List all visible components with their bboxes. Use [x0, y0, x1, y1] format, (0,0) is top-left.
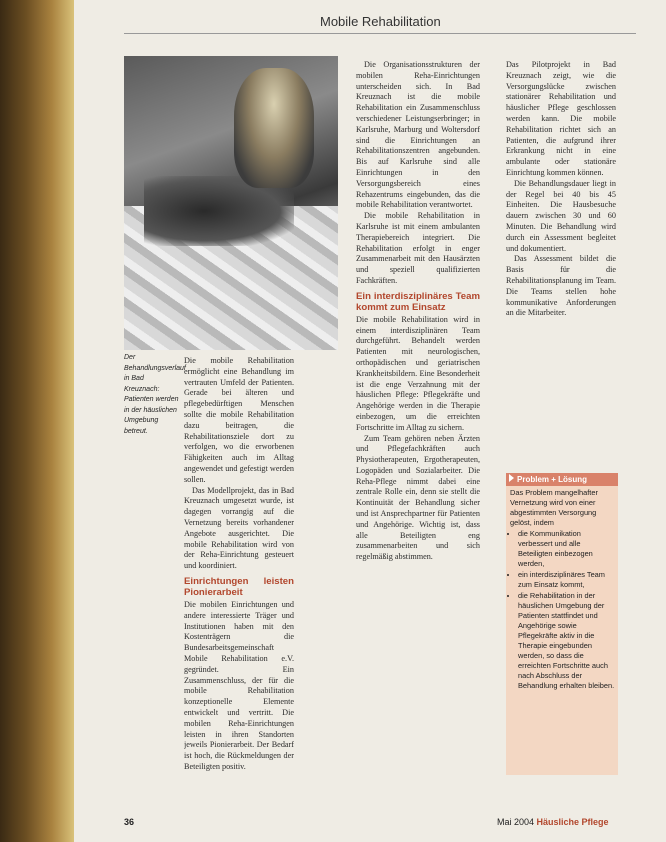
paragraph: Das Modellprojekt, das in Bad Kreuznach umgesetzt wurde, ist dagegen vorrangig auf die Vernetzung bereits vorhandener Angebote ausgerichtet. Die mobile Rehabilitation wird von der Reha-Einrichtung gesteuert und koordiniert.	[184, 485, 294, 571]
column-3	[506, 60, 616, 470]
paragraph: Die mobile Rehabilitation in Karlsruhe ist mit einem ambulanten Therapiebereich integriert. Die Rehabilitation erfolgt in enger Zusammenarbeit mit den Hausärzten und speziell qualifizierten Fachkräften.	[356, 211, 480, 285]
page-number: 36	[124, 817, 135, 827]
box-intro: Das Problem mangelhafter Vernetzung wird von einer abgestimmten Versorgung gelöst, indem	[510, 488, 598, 527]
photo-caption-text: Der Behandlungsverlauf in Bad Kreuznach: Patienten werden in der häuslichen Umgebung betreut.	[124, 354, 186, 435]
header-rule	[124, 33, 636, 34]
issue-date: Mai 2004	[497, 817, 537, 827]
arrow-right-icon	[509, 474, 514, 482]
paragraph: Das Pilotprojekt in Bad Kreuznach zeigt, wie die Versorgungslücke zwischen stationärer Rehabilitation und häuslicher Pflege geschlossen werden kann. Die mobile Rehabilitation richtet sich an Patienten, die aufgrund ihrer Erkrankung nicht in eine ambulante oder stationäre Einrichtung kommen können.	[506, 60, 616, 177]
page-header-title: Mobile Rehabilitation	[320, 14, 441, 29]
box-header	[506, 473, 618, 486]
list-item: • die Rehabilitation in der häuslichen Umgebung der Patienten stattfindet und Angehörige sowie Pflegekräfte aktiv in die Therapie eingebunden werden, so dass die erreichten Fortschritte auch nach Abschluss der Behandlung erhalten bleiben.	[518, 591, 615, 691]
footer-issue	[497, 817, 609, 827]
column-2	[356, 60, 480, 820]
magazine-name: Häusliche Pflege	[536, 817, 609, 827]
paragraph: Die mobile Rehabilitation wird in einem interdisziplinären Team durchgeführt. Behandelt werden Patienten mit neurologischen, orthopädischen und geriatrischen Krankheitsbildern. Eine Besonderheit ist die enge Verzahnung mit der häuslichen Pflege: Pflegekräfte und Angehörige werden in die Therapie einbezogen, um die erreichten Fortschritte im Alltag zu sichern.	[356, 314, 480, 432]
paragraph: Das Assessment bildet die Basis für die Rehabilitationsplanung im Team. Die Teams stellen hohe kommunikative Anforderungen an die Mitarbeiter.	[506, 254, 616, 318]
book-spine	[0, 0, 74, 842]
paragraph: Die mobile Rehabilitation ermöglicht eine Behandlung im vertrauten Umfeld der Patienten. Gerade bei älteren und pflegebedürftigen Menschen sollte die mobile Rehabilitation dazu beitragen, die Rehabilitationsziele dort zu verfolgen, wo die erworbenen Fähigkeiten auch im Alltag angewendet und gefestigt werden sollen.	[184, 356, 294, 484]
box-title: Problem + Lösung	[517, 475, 588, 484]
paragraph: Die Behandlungsdauer liegt in der Regel bei 40 bis 45 Einheiten. Die Hausbesuche dauern zwischen 30 und 60 Minuten. Die Behandlung wird durch ein Assessment begleitet und dokumentiert.	[506, 178, 616, 253]
subheading: Einrichtungen leisten Pionierarbeit	[184, 575, 294, 598]
list-item: • die Kommunikation verbessert und alle Beteiligten einbezogen werden,	[518, 529, 615, 569]
photo-therapist	[234, 68, 314, 188]
photo-caption	[124, 353, 186, 439]
article-photo	[124, 56, 338, 350]
box-list	[506, 529, 618, 691]
column-1	[184, 356, 294, 811]
subheading: Ein interdisziplinäres Team kommt zum Einsatz	[356, 290, 480, 313]
list-item: • ein interdisziplinäres Team zum Einsatz kommt,	[518, 570, 615, 590]
paragraph: Die Organisationsstrukturen der mobilen Reha-Einrichtungen unterscheiden sich. In Bad Kreuznach ist die mobile Rehabilitation ein Zusammenschluss verschiedener Leistungserbringer; in Karlsruhe, Marburg und Woltersdorf sind die Einrichtungen an Rehabilitationszentren angebunden. Bis auf Karlsruhe sind alle Einrichtungen in den Versorgungsbereich eines Rehazentrums eingebunden, das die mobile Rehabilitation verantwortet.	[356, 60, 480, 210]
paragraph: Die mobilen Einrichtungen und andere interessierte Träger und Institutionen haben mit den Kostenträgern die Bundesarbeitsgemeinschaft Mobile Rehabilitation e.V. gegründet. Ein Zusammenschluss, der für die mobile Rehabilitation konzeptionelle Elemente entwickelt und vertritt. Die mobilen Reha-Einrichtungen leisten in ihren Standorten jeweils Pionierarbeit. Der Bedarf ist hoch, die Rückmeldungen der Beteiligten positiv.	[184, 599, 294, 771]
paragraph: Zum Team gehören neben Ärzten und Pflegefachkräften auch Physiotherapeuten, Ergotherapeuten, Logopäden und Sozialarbeiter. Die Reha-Pflege nimmt dabei eine zentrale Rolle ein, denn sie stellt die Kontinuität der Behandlung sicher und ist Ansprechpartner für Patienten und Angehörige. Wichtig ist, dass alle Beteiligten eng zusammenarbeiten und sich regelmäßig abstimmen.	[356, 433, 480, 562]
problem-solution-box	[506, 473, 618, 775]
